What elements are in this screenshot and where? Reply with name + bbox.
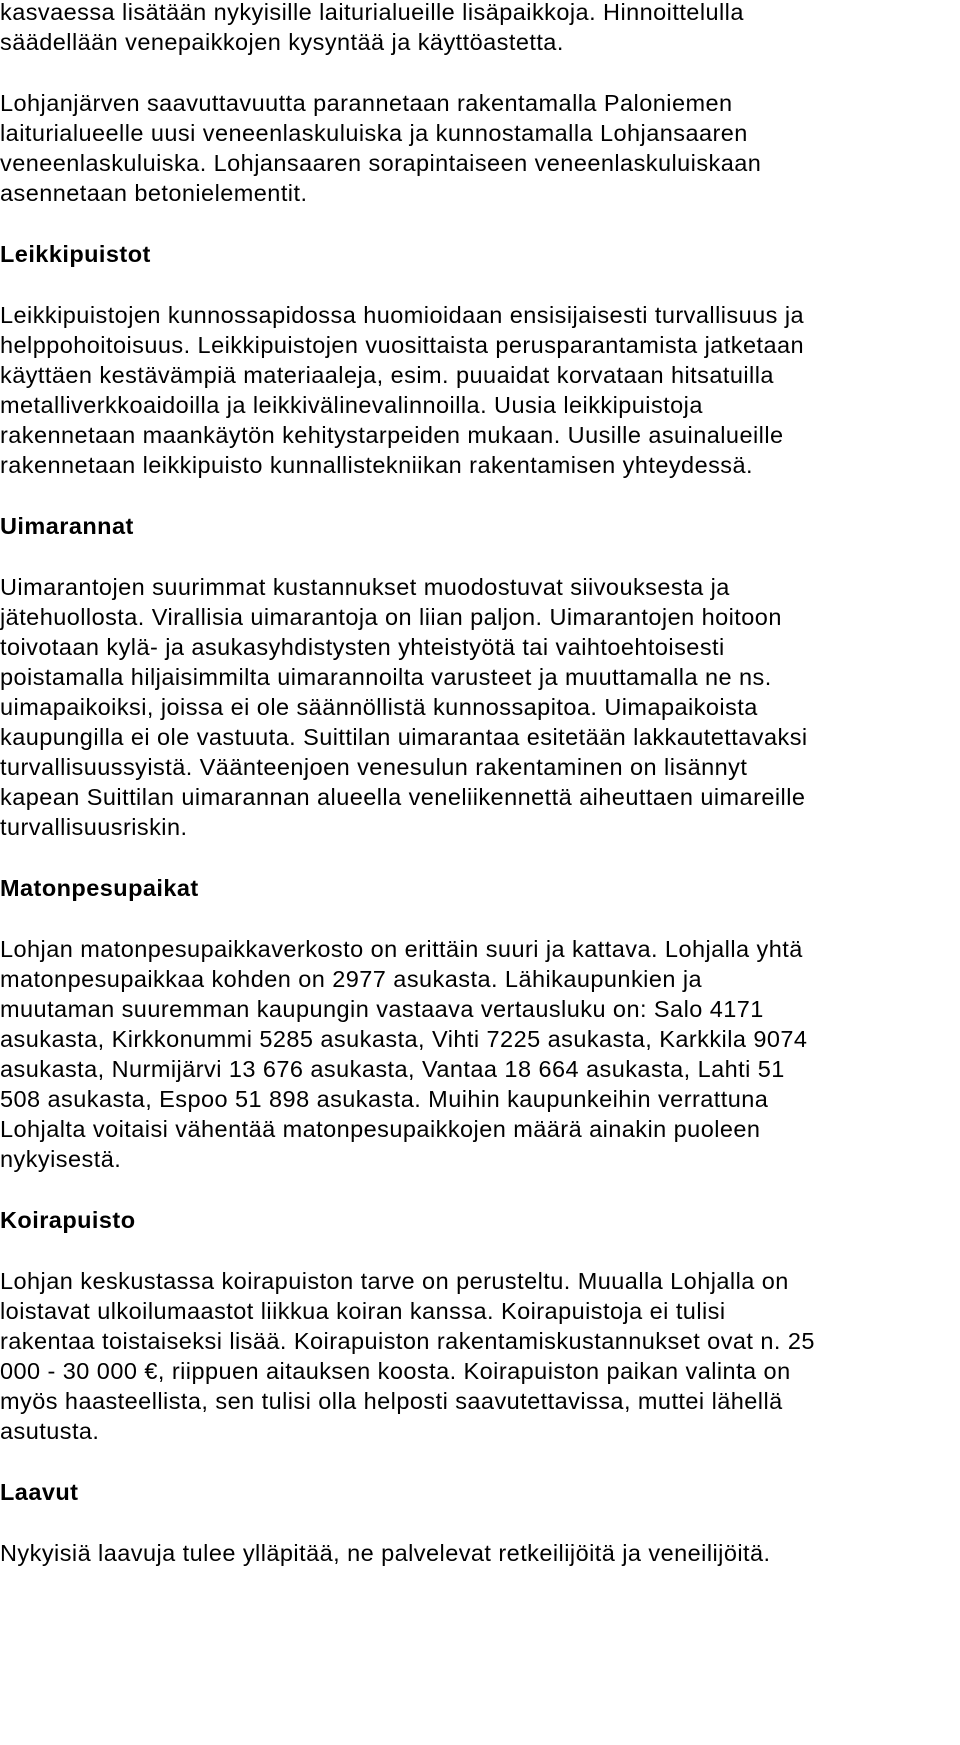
body-text-line: myös haasteellista, sen tulisi olla helposti saavutettavissa, muttei lähellä [0, 1388, 783, 1414]
body-text-line: 000 - 30 000 €, riippuen aitauksen koosta. Koirapuiston paikan valinta on [0, 1358, 791, 1384]
body-text-line: laiturialueelle uusi veneenlaskuluiska ja kunnostamalla Lohjansaaren [0, 120, 748, 146]
body-text-line: uimapaikoiksi, joissa ei ole säännöllistä kunnossapitoa. Uimapaikoista [0, 694, 758, 720]
body-text-line: Leikkipuistojen kunnossapidossa huomioidaan ensisijaisesti turvallisuus ja [0, 302, 805, 328]
body-text-line: poistamalla hiljaisimmilta uimarannoilta varusteet ja muuttamalla ne ns. [0, 664, 772, 690]
body-text-line: matonpesupaikkaa kohden on 2977 asukasta. Lähikaupunkien ja [0, 966, 703, 992]
body-text-line: Lohjan keskustassa koirapuiston tarve on perusteltu. Muualla Lohjalla on [0, 1268, 789, 1294]
body-text-line: asukasta, Kirkkonummi 5285 asukasta, Vihti 7225 asukasta, Karkkila 9074 [0, 1026, 808, 1052]
section-heading-koirapuisto: Koirapuisto [0, 1207, 136, 1233]
body-text-line: Uimarantojen suurimmat kustannukset muodostuvat siivouksesta ja [0, 574, 730, 600]
body-text-line: kasvaessa lisätään nykyisille laiturialueille lisäpaikkoja. Hinnoittelulla [0, 0, 744, 25]
body-text-line: rakennetaan leikkipuisto kunnallistekniikan rakentamisen yhteydessä. [0, 452, 753, 478]
body-text-line: asukasta, Nurmijärvi 13 676 asukasta, Vantaa 18 664 asukasta, Lahti 51 [0, 1056, 785, 1082]
body-text-line: Lohjan matonpesupaikkaverkosto on erittäin suuri ja kattava. Lohjalla yhtä [0, 936, 803, 962]
body-text-line: Lohjanjärven saavuttavuutta parannetaan rakentamalla Paloniemen [0, 90, 733, 116]
body-text-line: loistavat ulkoilumaastot liikkua koiran kanssa. Koirapuistoja ei tulisi [0, 1298, 726, 1324]
section-heading-leikkipuistot: Leikkipuistot [0, 241, 151, 267]
body-text-line: säädellään venepaikkojen kysyntää ja käyttöastetta. [0, 29, 564, 55]
body-text-line: asennetaan betonielementit. [0, 180, 308, 206]
body-text-line: helppohoitoisuus. Leikkipuistojen vuosittaista perusparantamista jatketaan [0, 332, 805, 358]
body-text-line: kapean Suittilan uimarannan alueella veneliikennettä aiheuttaen uimareille [0, 784, 806, 810]
body-text-line: turvallisuusriskin. [0, 814, 188, 840]
body-text-line: Nykyisiä laavuja tulee ylläpitää, ne palvelevat retkeilijöitä ja veneilijöitä. [0, 1540, 771, 1566]
body-text-line: toivotaan kylä- ja asukasyhdistysten yhteistyötä tai vaihtoehtoisesti [0, 634, 725, 660]
body-text-line: 508 asukasta, Espoo 51 898 asukasta. Muihin kaupunkeihin verrattuna [0, 1086, 769, 1112]
body-text-line: rakennetaan maankäytön kehitystarpeiden mukaan. Uusille asuinalueille [0, 422, 784, 448]
section-heading-matonpesupaikat: Matonpesupaikat [0, 875, 199, 901]
body-text-line: turvallisuussyistä. Väänteenjoen venesulun rakentaminen on lisännyt [0, 754, 748, 780]
body-text-line: jätehuollosta. Virallisia uimarantoja on liian paljon. Uimarantojen hoitoon [0, 604, 782, 630]
body-text-line: asutusta. [0, 1418, 100, 1444]
body-text-line: nykyisestä. [0, 1146, 122, 1172]
body-text-line: veneenlaskuluiska. Lohjansaaren sorapintaiseen veneenlaskuluiskaan [0, 150, 762, 176]
body-text-line: Lohjalta voitaisi vähentää matonpesupaikkojen määrä ainakin puoleen [0, 1116, 761, 1142]
body-text-line: metalliverkkoaidoilla ja leikkivälinevalinnoilla. Uusia leikkipuistoja [0, 392, 703, 418]
body-text-line: kaupungilla ei ole vastuuta. Suittilan uimarantaa esitetään lakkautettavaksi [0, 724, 808, 750]
body-text-line: käyttäen kestävämpiä materiaaleja, esim. puuaidat korvataan hitsatuilla [0, 362, 774, 388]
section-heading-laavut: Laavut [0, 1479, 79, 1505]
section-heading-uimarannat: Uimarannat [0, 513, 134, 539]
body-text-line: rakentaa toistaiseksi lisää. Koirapuiston rakentamiskustannukset ovat n. 25 [0, 1328, 815, 1354]
body-text-line: muutaman suuremman kaupungin vastaava vertausluku on: Salo 4171 [0, 996, 764, 1022]
